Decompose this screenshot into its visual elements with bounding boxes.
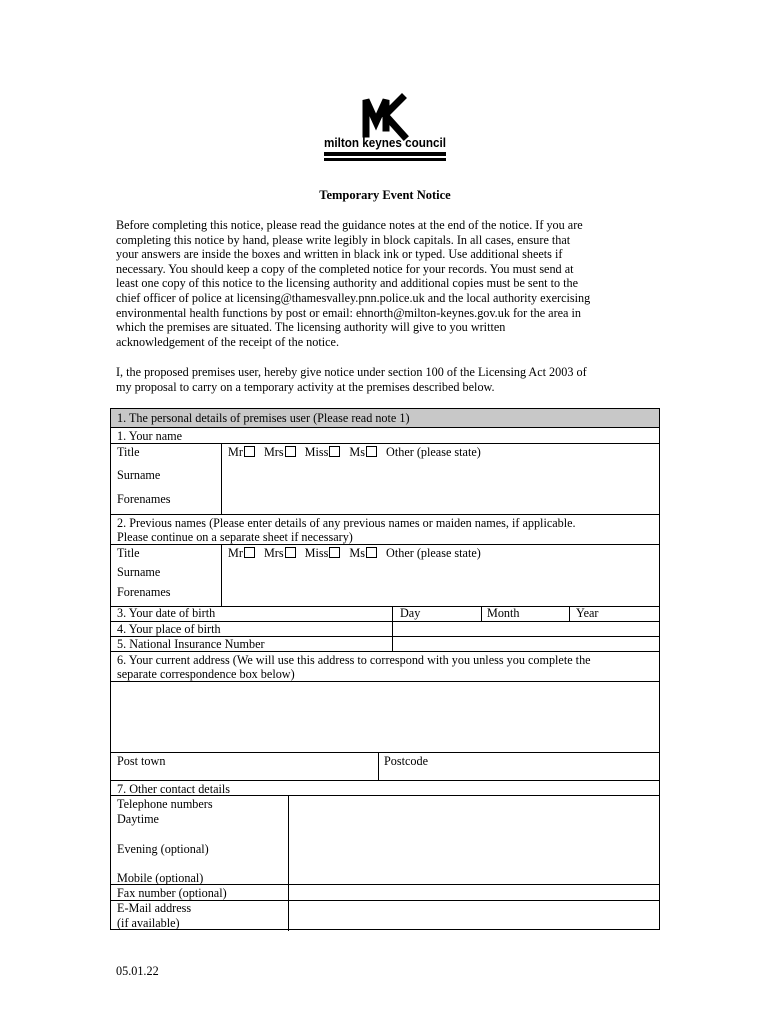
place-of-birth-label: 4. Your place of birth xyxy=(117,622,221,636)
declaration-line: my proposal to carry on a temporary activity at the premises described below. xyxy=(116,379,495,394)
postcode-label: Postcode xyxy=(384,754,429,768)
council-name: milton keynes council xyxy=(324,135,446,150)
daytime-label: Daytime xyxy=(117,812,159,826)
previous-surname-label: Surname xyxy=(117,565,161,579)
council-logo xyxy=(322,92,448,166)
intro-line: acknowledgement of the receipt of the notice. xyxy=(116,334,340,349)
surname-label: Surname xyxy=(117,468,161,482)
prev-title-ms-label: Ms xyxy=(349,546,365,560)
telephone-label: Telephone numbers xyxy=(117,797,213,811)
intro-line: which the premises are situated. The licensing authority will give to you written xyxy=(116,320,506,335)
intro-line: least one copy of this notice to the licensing authority and additional copies must be sent to the xyxy=(116,276,579,291)
declaration-line: I, the proposed premises user, hereby give notice under section 100 of the Licensing Act 2003 of xyxy=(116,365,587,379)
evening-label: Evening (optional) xyxy=(117,842,209,856)
prev-ms-checkbox[interactable] xyxy=(366,547,377,558)
prev-other-title-label: Other (please state) xyxy=(386,546,481,560)
mr-checkbox[interactable] xyxy=(244,446,255,457)
footer-date: 05.01.22 xyxy=(116,964,159,978)
miss-checkbox[interactable] xyxy=(329,446,340,457)
dob-year-label: Year xyxy=(576,606,599,620)
previous-names-note: Please continue on a separate sheet if necessary) xyxy=(117,530,353,544)
dob-day-label: Day xyxy=(400,606,421,620)
title-mrs-label: Mrs xyxy=(263,445,284,459)
email-label: E-Mail address xyxy=(117,901,192,915)
section1-heading: 1. The personal details of premises user (Please read note 1) xyxy=(117,411,410,425)
mk-logo-icon xyxy=(322,92,448,166)
intro-line: necessary. You should keep a copy of the completed notice for your records. You must send at xyxy=(116,261,574,276)
your-name-label: 1. Your name xyxy=(117,429,183,443)
ni-number-label: 5. National Insurance Number xyxy=(117,637,265,651)
prev-title-mrs-label: Mrs xyxy=(263,546,284,560)
title-miss-label: Miss xyxy=(304,445,329,459)
ms-checkbox[interactable] xyxy=(366,446,377,457)
fax-label: Fax number (optional) xyxy=(117,886,227,900)
page-title: Temporary Event Notice xyxy=(319,188,451,202)
declaration-paragraph xyxy=(116,365,661,394)
prev-title-miss-label: Miss xyxy=(304,546,329,560)
forenames-label: Forenames xyxy=(117,492,171,506)
prev-title-mr-label: Mr xyxy=(228,546,243,560)
address-note: separate correspondence box below) xyxy=(117,667,295,681)
title-options xyxy=(228,445,481,460)
intro-line: chief officer of police at licensing@thamesvalley.pnn.police.uk and the local authority exercising xyxy=(116,290,591,305)
title-label: Title xyxy=(117,445,140,459)
prev-miss-checkbox[interactable] xyxy=(329,547,340,558)
intro-line: Before completing this notice, please read the guidance notes at the end of the notice. If you are xyxy=(116,218,583,232)
title-mr-label: Mr xyxy=(228,445,243,459)
previous-title-options xyxy=(228,546,481,561)
previous-title-label: Title xyxy=(117,546,140,560)
post-town-label: Post town xyxy=(117,754,166,768)
prev-mr-checkbox[interactable] xyxy=(244,547,255,558)
address-label: 6. Your current address (We will use this address to correspond with you unless you complete the xyxy=(117,653,591,667)
dob-month-label: Month xyxy=(487,606,520,620)
intro-line: completing this notice by hand, please write legibly in block capitals. In all cases, ensure that xyxy=(116,232,571,247)
mobile-label: Mobile (optional) xyxy=(117,871,204,885)
other-title-label: Other (please state) xyxy=(386,445,481,459)
title-ms-label: Ms xyxy=(349,445,365,459)
email-note: (if available) xyxy=(117,916,180,930)
previous-forenames-label: Forenames xyxy=(117,585,171,599)
prev-mrs-checkbox[interactable] xyxy=(285,547,296,558)
dob-label: 3. Your date of birth xyxy=(117,606,216,620)
intro-line: your answers are inside the boxes and written in black ink or typed. Use additional sheets if xyxy=(116,247,563,262)
intro-line: environmental health functions by post or email: ehnorth@milton-keynes.gov.uk for the area in xyxy=(116,305,581,320)
mrs-checkbox[interactable] xyxy=(285,446,296,457)
previous-names-label: 2. Previous names (Please enter details of any previous names or maiden names, if applicable. xyxy=(117,516,576,530)
intro-paragraph xyxy=(116,218,661,349)
personal-details-form xyxy=(110,408,660,930)
other-contact-label: 7. Other contact details xyxy=(117,782,231,796)
